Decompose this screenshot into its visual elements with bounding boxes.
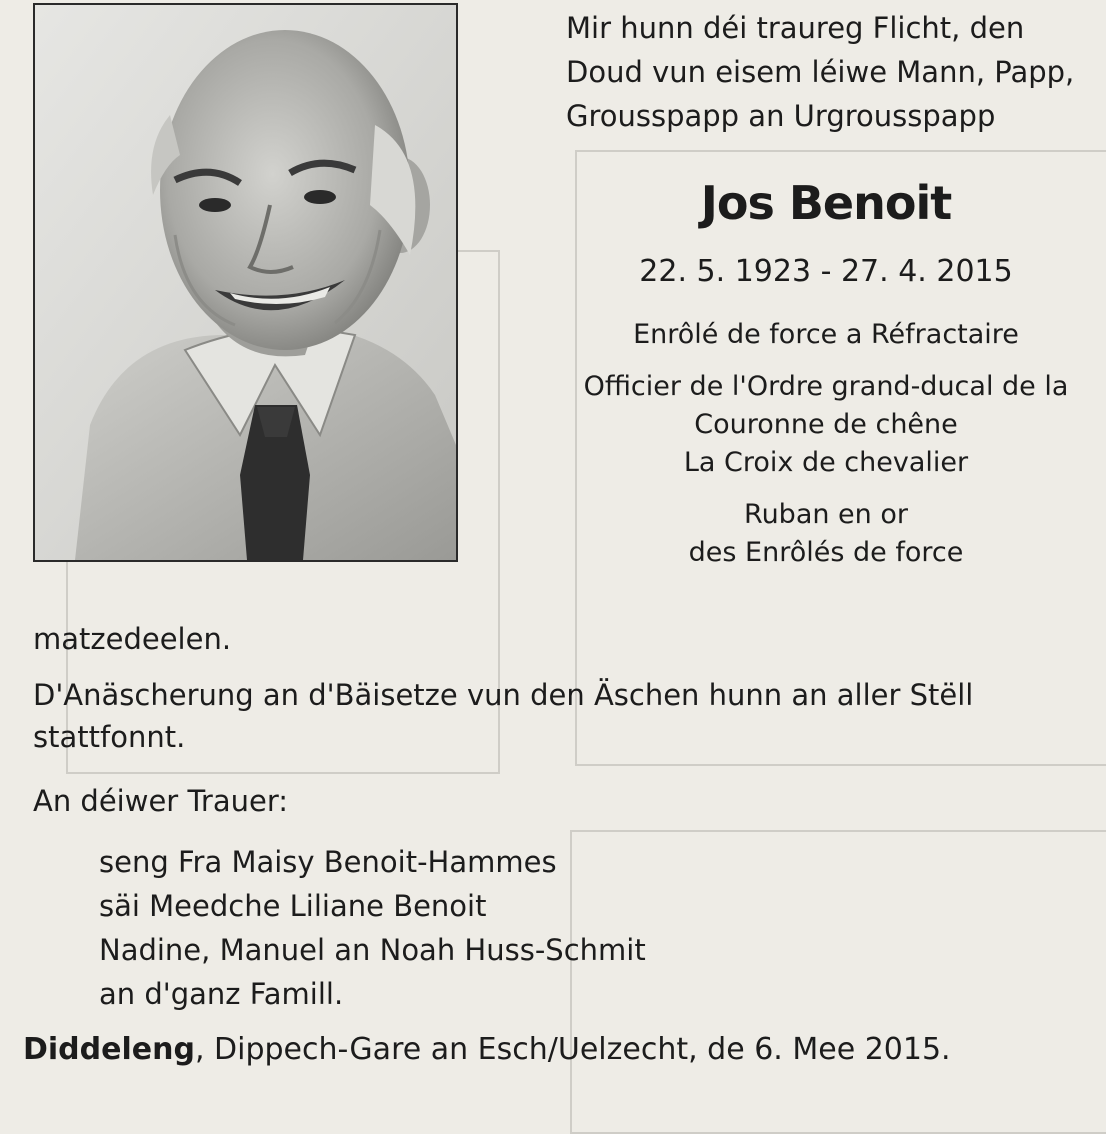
deceased-name: Jos Benoit <box>700 176 952 230</box>
mourning-heading: An déiwer Trauer: <box>33 784 288 818</box>
honour-line: Officier de l'Ordre grand-ducal de la <box>583 371 1069 402</box>
intro-text <box>566 6 1106 138</box>
honour-line: des Enrôlés de force <box>688 537 964 568</box>
portrait-photo <box>33 3 458 562</box>
mourner-line: an d'ganz Famill. <box>99 977 344 1011</box>
honour-line: La Croix de chevalier <box>683 447 969 478</box>
intro-line: Mir hunn déi traureg Flicht, den <box>566 11 1025 45</box>
continuation-text: matzedeelen. <box>33 622 232 656</box>
place-date-rest: , Dippech-Gare an Esch/Uelzecht, de 6. Mee 2015. <box>194 1032 951 1067</box>
place-name: Diddeleng <box>23 1032 195 1067</box>
mourners-list <box>99 840 646 1016</box>
honours-list <box>566 316 1086 572</box>
intro-line: Grousspapp an Urgrousspapp <box>566 99 996 133</box>
intro-line: Doud vun eisem léiwe Mann, Papp, <box>566 55 1075 89</box>
bleed-through-frame-bottom <box>570 830 1106 1134</box>
portrait-illustration <box>35 5 456 560</box>
mourner-line: seng Fra Maisy Benoit-Hammes <box>99 845 557 879</box>
mourner-line: säi Meedche Liliane Benoit <box>99 889 487 923</box>
life-dates: 22. 5. 1923 - 27. 4. 2015 <box>639 254 1013 289</box>
honour-line: Ruban en or <box>744 499 908 530</box>
place-date-line <box>23 1032 951 1067</box>
mourner-line: Nadine, Manuel an Noah Huss-Schmit <box>99 933 646 967</box>
honour-line: Enrôlé de force a Réfractaire <box>633 319 1019 350</box>
cremation-notice: D'Anäscherung an d'Bäisetze vun den Äschen hunn an aller Stëll stattfonnt. <box>33 678 974 754</box>
honour-line: Couronne de chêne <box>694 409 958 440</box>
